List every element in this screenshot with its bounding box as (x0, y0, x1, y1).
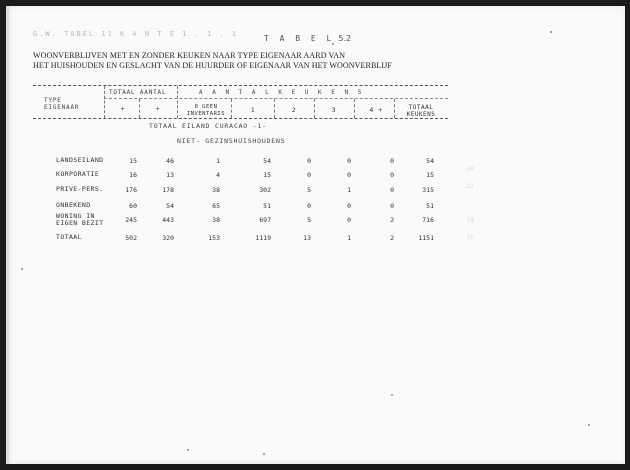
table-cell: 0 (390, 186, 394, 194)
col-header-total: TOTAAL KEUKENS (406, 104, 436, 118)
table-cell: 38 (212, 216, 220, 224)
table-cell: 16 (129, 171, 137, 179)
table-cell: 51 (263, 202, 271, 210)
table-cell: 302 (259, 186, 271, 194)
speck (21, 268, 23, 270)
table-cell: 443 (162, 216, 174, 224)
col-divider (314, 99, 315, 118)
table-cell: 5 (307, 186, 311, 194)
page-title (33, 51, 392, 71)
table-cell: 176 (125, 186, 137, 194)
speck (263, 453, 265, 455)
table-cell: 15 (263, 171, 271, 179)
table-cell: 54 (426, 157, 434, 165)
col-divider (394, 99, 395, 118)
group-divider-rule (104, 98, 448, 99)
title-line-1: WOONVERBLIJVEN MET EN ZONDER KEUKEN NAAR TYPE EIGENAAR AARD VAN (33, 51, 346, 60)
table-cell: 13 (303, 234, 311, 242)
title-line-2: HET HUISHOUDEN EN GESLACHT VAN DE HUURDER OF EIGENAAR VAN HET WOONVERBLIJF (33, 61, 392, 70)
speck (391, 394, 393, 396)
section-caption: TOTAAL EILAND CURACAO -1- (149, 122, 267, 130)
table-cell: 65 (212, 202, 220, 210)
subsection-caption: NIET- GEZINSHUISHOUDENS (177, 137, 286, 145)
row-label: LANDSEILAND (56, 156, 104, 164)
table-cell: 2 (390, 216, 394, 224)
row-label: TOTAAL (56, 233, 82, 241)
row-label: ONBEKEND (56, 201, 91, 209)
table-cell: 60 (129, 202, 137, 210)
col-header: 1 (250, 106, 256, 114)
table-cell: 1 (216, 157, 220, 165)
table-cell: 0 (307, 157, 311, 165)
col-header-geen: 0 GEEN INVENTARIS (186, 104, 226, 117)
group-keukens-header: A A N T A L K E U K E N S (199, 89, 365, 96)
header-bottom-rule (33, 118, 448, 119)
row-label: WONING IN EIGEN BEZIT (56, 212, 104, 227)
speck (550, 31, 552, 33)
table-cell: 2 (390, 234, 394, 242)
table-cell: 0 (347, 216, 351, 224)
table-cell: 315 (422, 186, 434, 194)
col-header: + (120, 105, 126, 113)
document-page (6, 6, 625, 464)
table-cell: 178 (162, 186, 174, 194)
table-cell: 46 (166, 157, 174, 165)
speck (332, 43, 334, 45)
col-header: 2 (291, 106, 297, 114)
table-cell: 716 (422, 216, 434, 224)
table-cell: 0 (390, 202, 394, 210)
table-cell: 15 (129, 157, 137, 165)
col-header: 4 + (369, 106, 383, 114)
table-number (264, 34, 351, 43)
group-total-header: TOTAAL AANTAL (109, 89, 167, 96)
bleed-through: 16 (466, 234, 474, 241)
speck (588, 424, 590, 426)
col-divider (274, 99, 275, 118)
table-cell: 13 (166, 171, 174, 179)
table-cell: 1 (347, 234, 351, 242)
table-cell: 0 (390, 171, 394, 179)
table-cell: 0 (390, 157, 394, 165)
table-cell: 1 (347, 186, 351, 194)
header-top-rule (33, 85, 448, 86)
speck (187, 449, 189, 451)
table-cell: 54 (166, 202, 174, 210)
row-label: KORPORATIE (56, 170, 100, 178)
faint-header-line: G.W. TABEL 11 K A N T E 1 . 1 . 1 (33, 30, 239, 38)
bleed-through: 59 (466, 166, 474, 173)
table-cell: 5 (307, 216, 311, 224)
table-cell: 51 (426, 202, 434, 210)
col-header: 3 (331, 106, 337, 114)
type-label: TYPE EIGENAAR (44, 97, 80, 111)
table-cell: 0 (307, 171, 311, 179)
col-divider (354, 99, 355, 118)
bleed-through: 22 (466, 183, 474, 190)
col-divider (139, 99, 140, 118)
table-cell: 0 (307, 202, 311, 210)
col-divider (177, 86, 178, 118)
bleed-through: 59 (466, 217, 474, 224)
table-cell: 153 (208, 234, 220, 242)
table-cell: 697 (259, 216, 271, 224)
table-cell: 0 (347, 157, 351, 165)
table-cell: 502 (125, 234, 137, 242)
table-cell: 0 (347, 171, 351, 179)
tabel-number: 5.2 (338, 34, 352, 43)
table-cell: 320 (162, 234, 174, 242)
table-cell: 1119 (255, 234, 271, 242)
col-header: + (155, 105, 161, 113)
table-cell: 54 (263, 157, 271, 165)
row-label: PRIVE-PERS. (56, 185, 104, 193)
table-cell: 4 (216, 171, 220, 179)
tabel-label: T A B E L (264, 34, 335, 43)
table-cell: 0 (347, 202, 351, 210)
col-divider (104, 86, 105, 118)
table-cell: 38 (212, 186, 220, 194)
table-cell: 245 (125, 216, 137, 224)
table-cell: 15 (426, 171, 434, 179)
col-divider (231, 99, 232, 118)
table-cell: 1151 (418, 234, 434, 242)
